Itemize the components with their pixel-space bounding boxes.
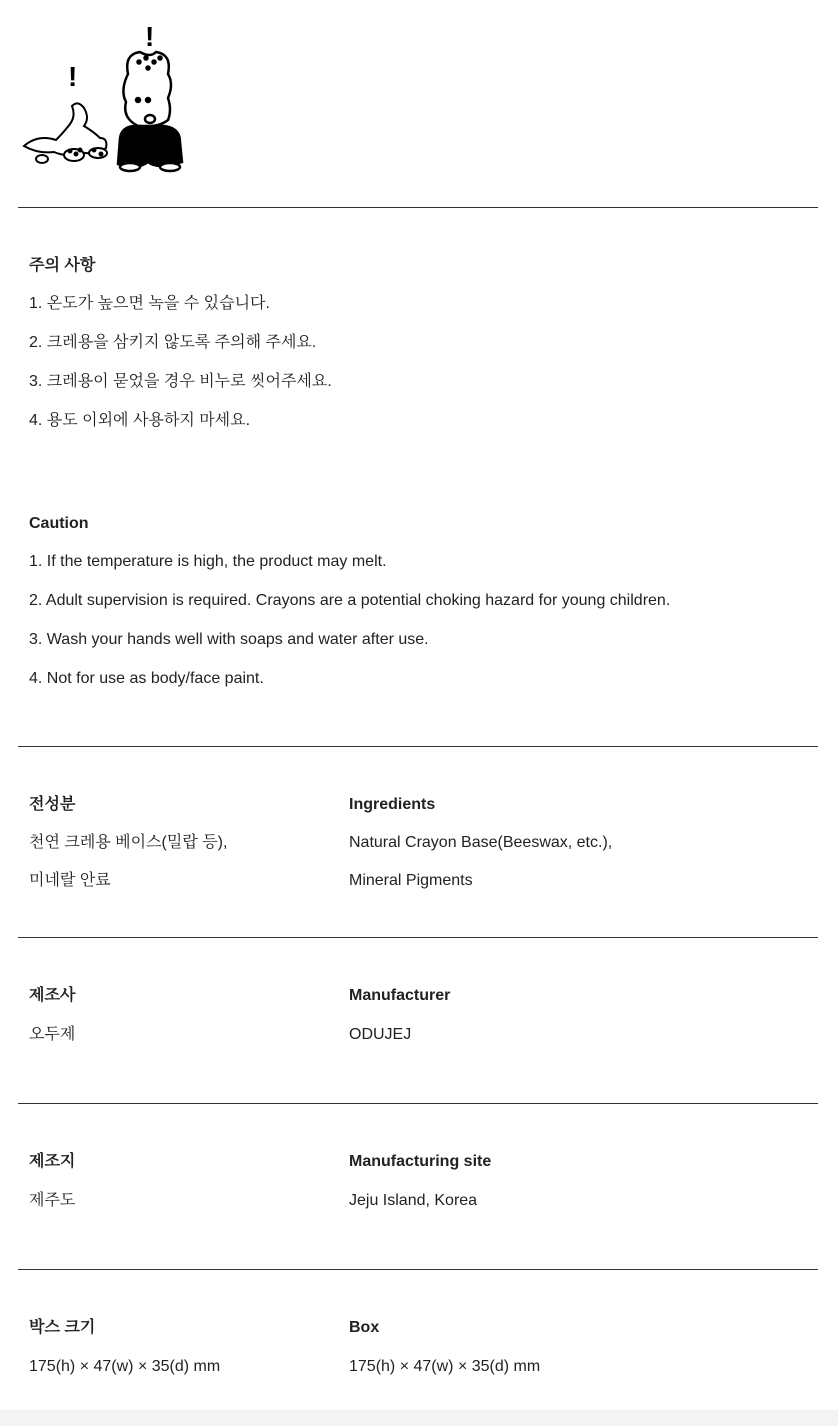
ingredients-en-label: Ingredients bbox=[349, 796, 436, 813]
divider bbox=[18, 937, 818, 938]
divider bbox=[18, 207, 818, 208]
manufacturer-en-value: ODUJEJ bbox=[349, 1026, 412, 1043]
manufacturer-kr-value: 오두제 bbox=[29, 1026, 76, 1043]
ingredients-en-line: Mineral Pigments bbox=[349, 872, 473, 889]
caution-en-item: 1. If the temperature is high, the product may melt. bbox=[29, 553, 387, 570]
divider bbox=[18, 746, 818, 747]
child-figure-icon bbox=[118, 52, 182, 171]
ingredients-kr-label: 전성분 bbox=[29, 796, 76, 813]
ingredients-kr-column bbox=[29, 795, 349, 891]
caution-kr-item: 4. 용도 이외에 사용하지 마세요. bbox=[29, 412, 251, 429]
divider bbox=[18, 1103, 818, 1104]
caution-en-item: 3. Wash your hands well with soaps and water after use. bbox=[29, 631, 429, 648]
ingredients-en-line: Natural Crayon Base(Beeswax, etc.), bbox=[349, 834, 613, 851]
site-kr-column bbox=[29, 1152, 349, 1211]
ingredients-kr-line: 천연 크레용 베이스(밀랍 등), bbox=[29, 834, 228, 851]
manufacturer-en-label: Manufacturer bbox=[349, 987, 451, 1004]
site-section bbox=[29, 1152, 818, 1211]
site-en-column bbox=[349, 1152, 669, 1211]
caution-kr-item: 3. 크레용이 묻었을 경우 비누로 씻어주세요. bbox=[29, 373, 332, 390]
box-en-column bbox=[349, 1318, 669, 1377]
box-kr-column bbox=[29, 1318, 349, 1377]
caution-en-title: Caution bbox=[29, 515, 89, 532]
ingredients-kr-line: 미네랄 안료 bbox=[29, 872, 111, 889]
caution-kr-item: 2. 크레용을 삼키지 않도록 주의해 주세요. bbox=[29, 334, 317, 351]
ingredients-section bbox=[29, 795, 818, 891]
site-en-label: Manufacturing site bbox=[349, 1153, 492, 1170]
box-en-value: 175(h) × 47(w) × 35(d) mm bbox=[349, 1358, 541, 1375]
manufacturer-kr-column bbox=[29, 986, 349, 1045]
caution-kr-title: 주의 사항 bbox=[29, 257, 96, 274]
box-section bbox=[29, 1318, 818, 1377]
divider bbox=[18, 1269, 818, 1270]
box-kr-label: 박스 크기 bbox=[29, 1319, 96, 1336]
caution-kr-item: 1. 온도가 높으면 녹을 수 있습니다. bbox=[29, 295, 270, 312]
caution-kr-section bbox=[29, 256, 332, 431]
box-kr-value: 175(h) × 47(w) × 35(d) mm bbox=[29, 1358, 221, 1375]
exclamation-icon-right: ! bbox=[145, 21, 155, 52]
crayon-pile-icon bbox=[24, 103, 107, 163]
manufacturer-kr-label: 제조사 bbox=[29, 987, 76, 1004]
caution-en-item: 4. Not for use as body/face paint. bbox=[29, 670, 264, 687]
exclamation-icon-left: ! bbox=[68, 61, 78, 92]
manufacturer-section bbox=[29, 986, 818, 1045]
caution-en-section bbox=[29, 514, 670, 689]
site-kr-value: 제주도 bbox=[29, 1192, 76, 1209]
warning-illustration-icon bbox=[18, 14, 188, 174]
site-kr-label: 제조지 bbox=[29, 1153, 76, 1170]
site-en-value: Jeju Island, Korea bbox=[349, 1192, 478, 1209]
manufacturer-en-column bbox=[349, 986, 669, 1045]
page-footer-band bbox=[0, 1410, 838, 1426]
box-en-label: Box bbox=[349, 1319, 380, 1336]
ingredients-en-column bbox=[349, 795, 669, 891]
caution-en-item: 2. Adult supervision is required. Crayons are a potential choking hazard for young children. bbox=[29, 592, 671, 609]
